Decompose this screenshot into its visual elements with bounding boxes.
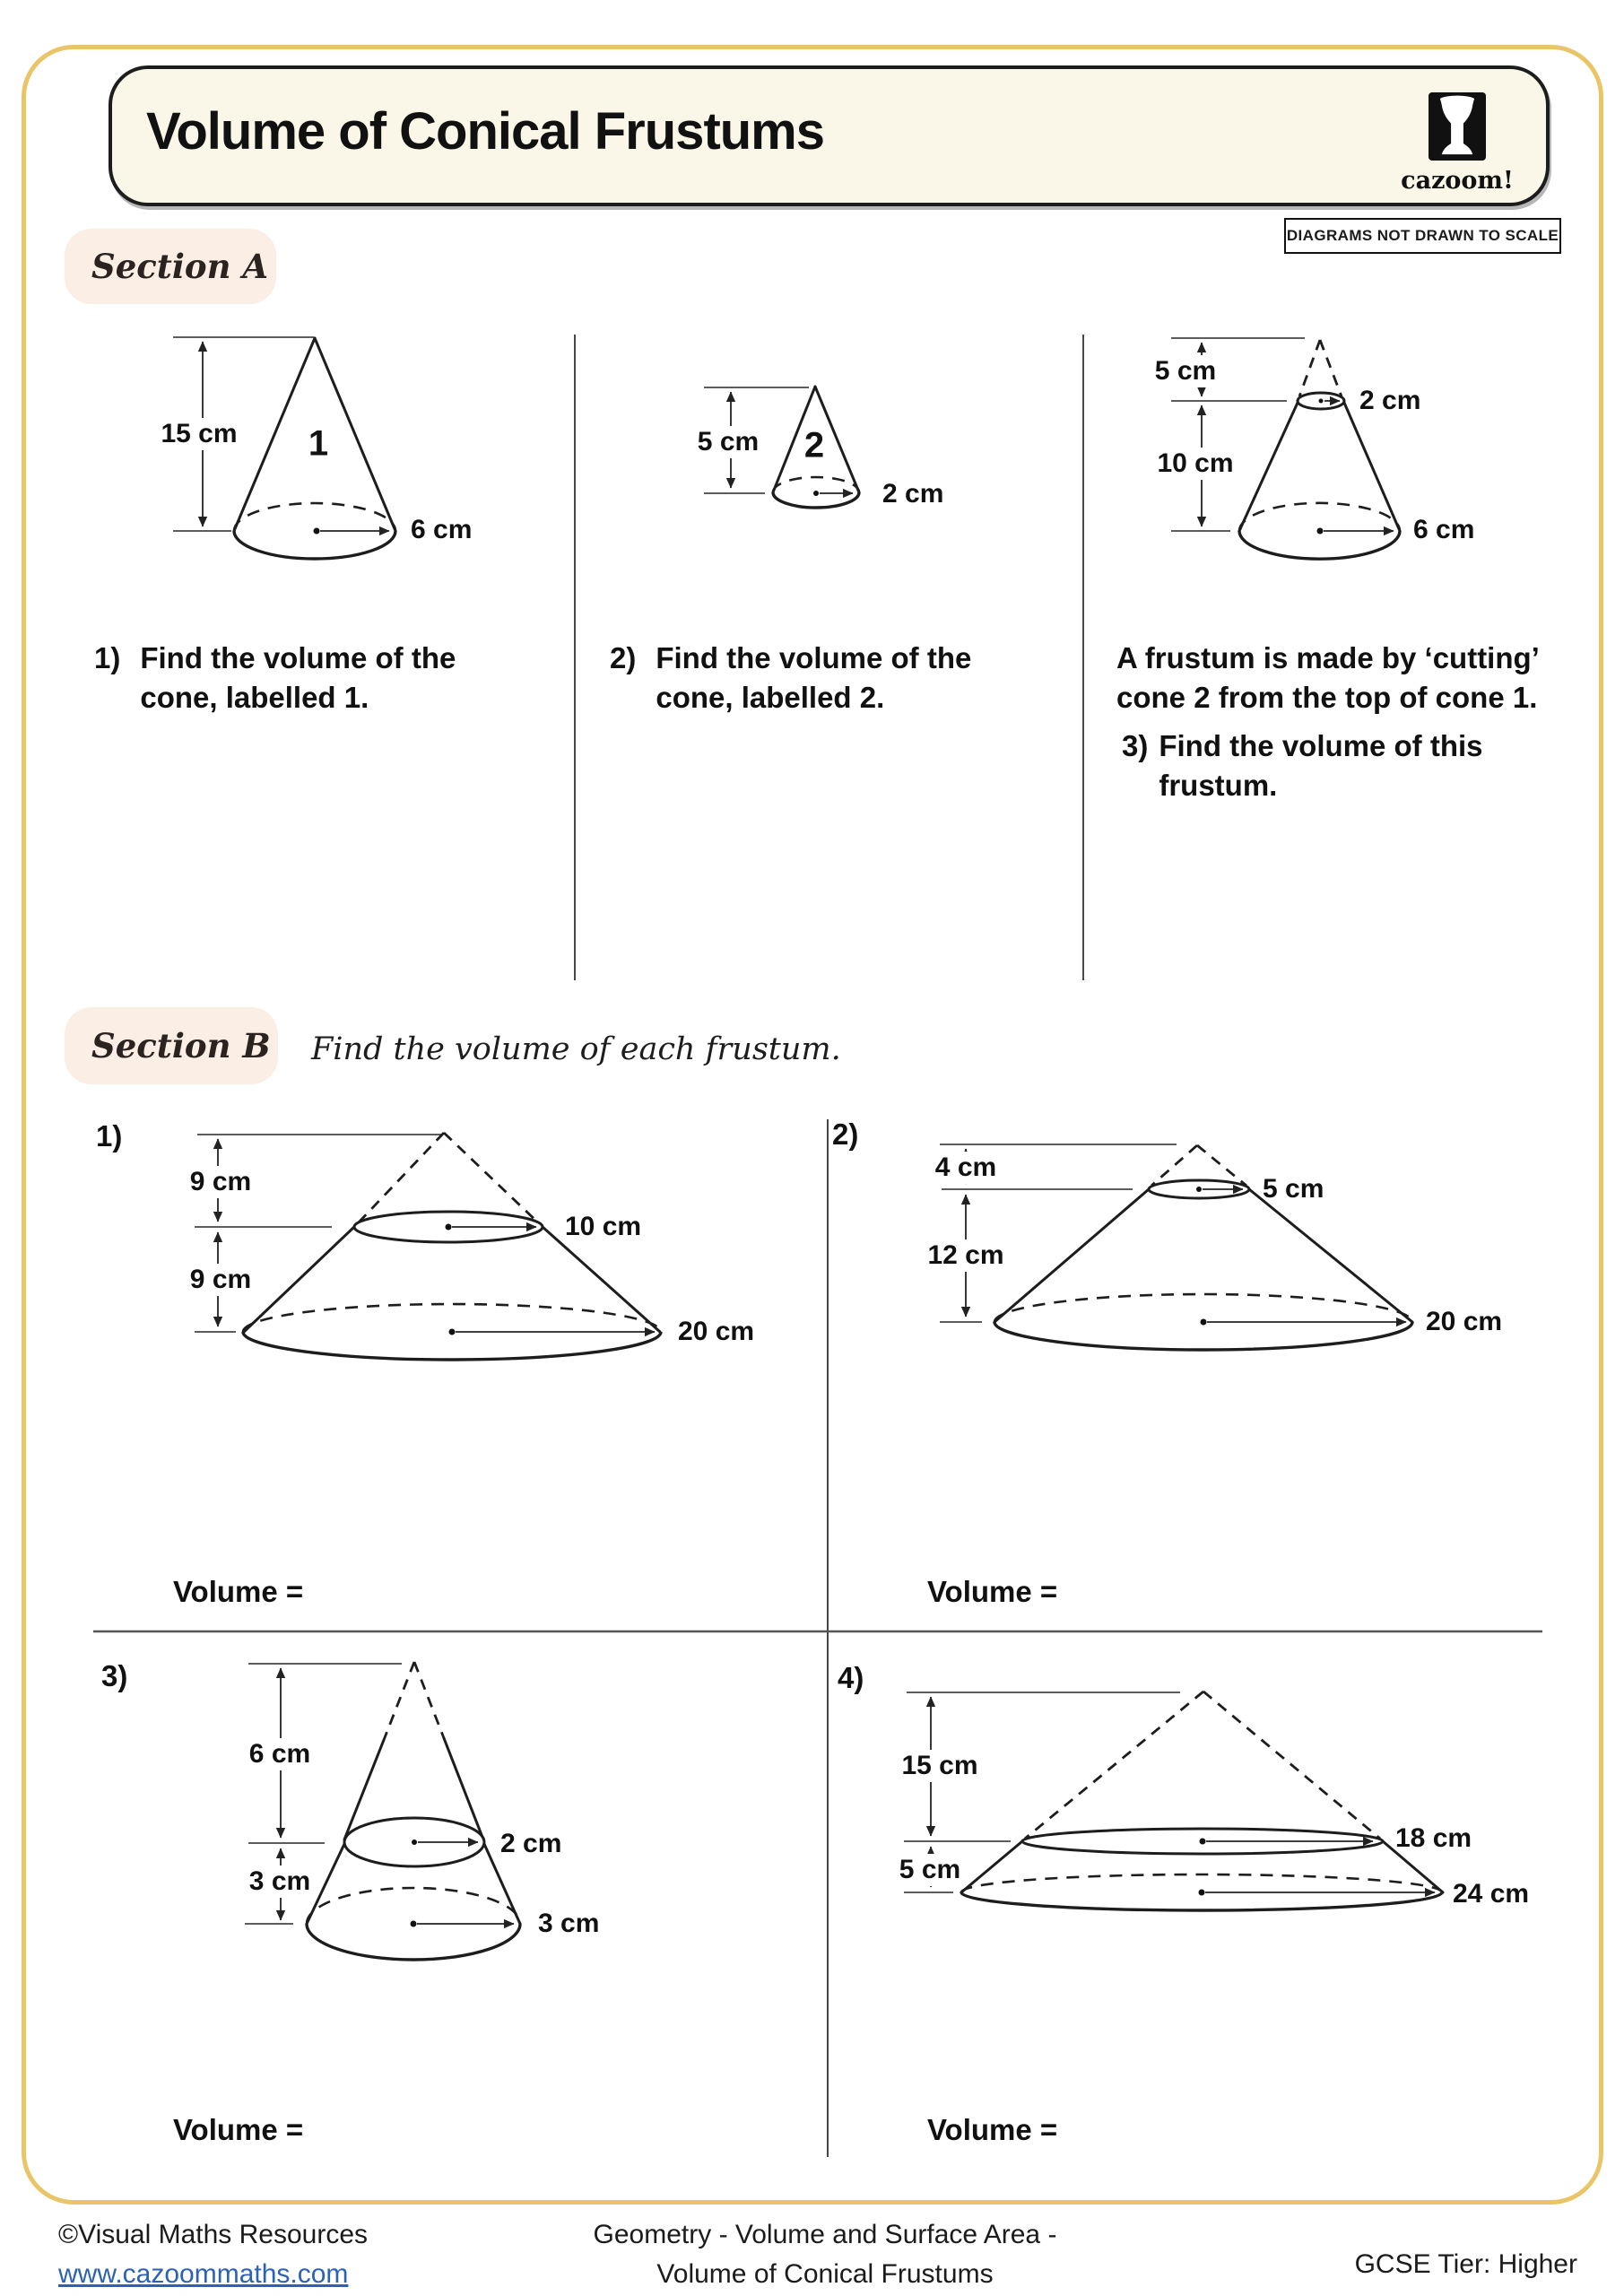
frustum-b2-drawing (940, 1144, 1412, 1350)
frustum-a-bottom-radius-label: 6 cm (1413, 515, 1475, 544)
copyright-text: ©Visual Maths Resources (58, 2220, 369, 2249)
frustum-b3-drawing (245, 1662, 520, 1960)
logo-wordmark: cazoom! (1401, 167, 1514, 195)
question-2-text: Find the volume of the cone, labelled 2. (656, 641, 972, 714)
section-a-label: Section A (91, 247, 269, 286)
b4-bottom-radius-label: 24 cm (1453, 1879, 1530, 1909)
b4-top-radius-label: 18 cm (1395, 1823, 1472, 1853)
topic-line1: Geometry - Volume and Surface Area - (593, 2220, 1057, 2249)
b3-number: 3) (101, 1659, 128, 1692)
b1-top-radius-label: 10 cm (565, 1212, 642, 1241)
cone1-radius-label: 6 cm (411, 515, 473, 544)
cone1-number-label: 1 (308, 423, 329, 464)
footer-left (58, 2215, 368, 2294)
question-3 (1122, 726, 1483, 805)
question-1-number: 1) (94, 641, 121, 674)
scale-note-badge: DIAGRAMS NOT DRAWN TO SCALE (1284, 218, 1561, 254)
b1-bottom-radius-label: 20 cm (678, 1317, 755, 1346)
question-3-number: 3) (1122, 729, 1149, 762)
question-3-intro (1116, 639, 1540, 718)
b2-volume-label: Volume = (927, 1575, 1058, 1608)
b4-number: 4) (838, 1661, 864, 1694)
question-3-intro-text: A frustum is made by ‘cutting’ cone 2 from the top of cone 1. (1116, 641, 1540, 714)
b1-number: 1) (96, 1119, 123, 1152)
cone2-radius-label: 2 cm (882, 479, 944, 509)
cone1-height-label: 15 cm (155, 418, 242, 450)
question-3-text: Find the volume of this frustum. (1159, 729, 1483, 802)
cone2-height-label: 5 cm (692, 426, 764, 458)
question-2 (610, 639, 971, 718)
section-b-dividers (93, 1119, 1542, 2157)
b1-top-height-label: 9 cm (185, 1166, 256, 1198)
b2-bottom-height-label: 12 cm (922, 1239, 1009, 1272)
b3-bottom-radius-label: 3 cm (538, 1909, 600, 1938)
b2-top-radius-label: 5 cm (1263, 1174, 1324, 1204)
cone2-number-label: 2 (803, 425, 825, 465)
b3-top-radius-label: 2 cm (500, 1829, 562, 1858)
frustum-a-top-height-label: 5 cm (1150, 355, 1221, 387)
b4-bottom-height-label: 5 cm (894, 1854, 966, 1886)
section-b-label: Section B (91, 1026, 271, 1065)
b2-number: 2) (832, 1118, 859, 1151)
website-link[interactable]: www.cazoommaths.com (58, 2259, 349, 2289)
question-1-text: Find the volume of the cone, labelled 1. (140, 641, 456, 714)
frustum-b1-drawing (195, 1133, 661, 1360)
page-title: Volume of Conical Frustums (146, 102, 825, 161)
b3-top-height-label: 6 cm (244, 1738, 316, 1770)
b4-volume-label: Volume = (927, 2113, 1058, 2146)
section-b-instruction: Find the volume of each frustum. (311, 1031, 841, 1067)
question-1 (94, 639, 456, 718)
b3-volume-label: Volume = (173, 2113, 304, 2146)
frustum-b4-drawing (904, 1692, 1443, 1910)
b1-volume-label: Volume = (173, 1575, 304, 1608)
footer-topic (556, 2215, 1094, 2294)
frustum-a-bottom-height-label: 10 cm (1151, 448, 1238, 480)
frustum-a-top-radius-label: 2 cm (1359, 386, 1421, 415)
b2-bottom-radius-label: 20 cm (1426, 1307, 1503, 1336)
b1-bottom-height-label: 9 cm (185, 1264, 256, 1296)
topic-line2: Volume of Conical Frustums (656, 2259, 994, 2289)
b3-bottom-height-label: 3 cm (244, 1866, 316, 1898)
footer-tier: GCSE Tier: Higher (1354, 2249, 1577, 2279)
b2-top-height-label: 4 cm (930, 1152, 1002, 1184)
b4-top-height-label: 15 cm (896, 1750, 983, 1782)
question-2-number: 2) (610, 641, 637, 674)
